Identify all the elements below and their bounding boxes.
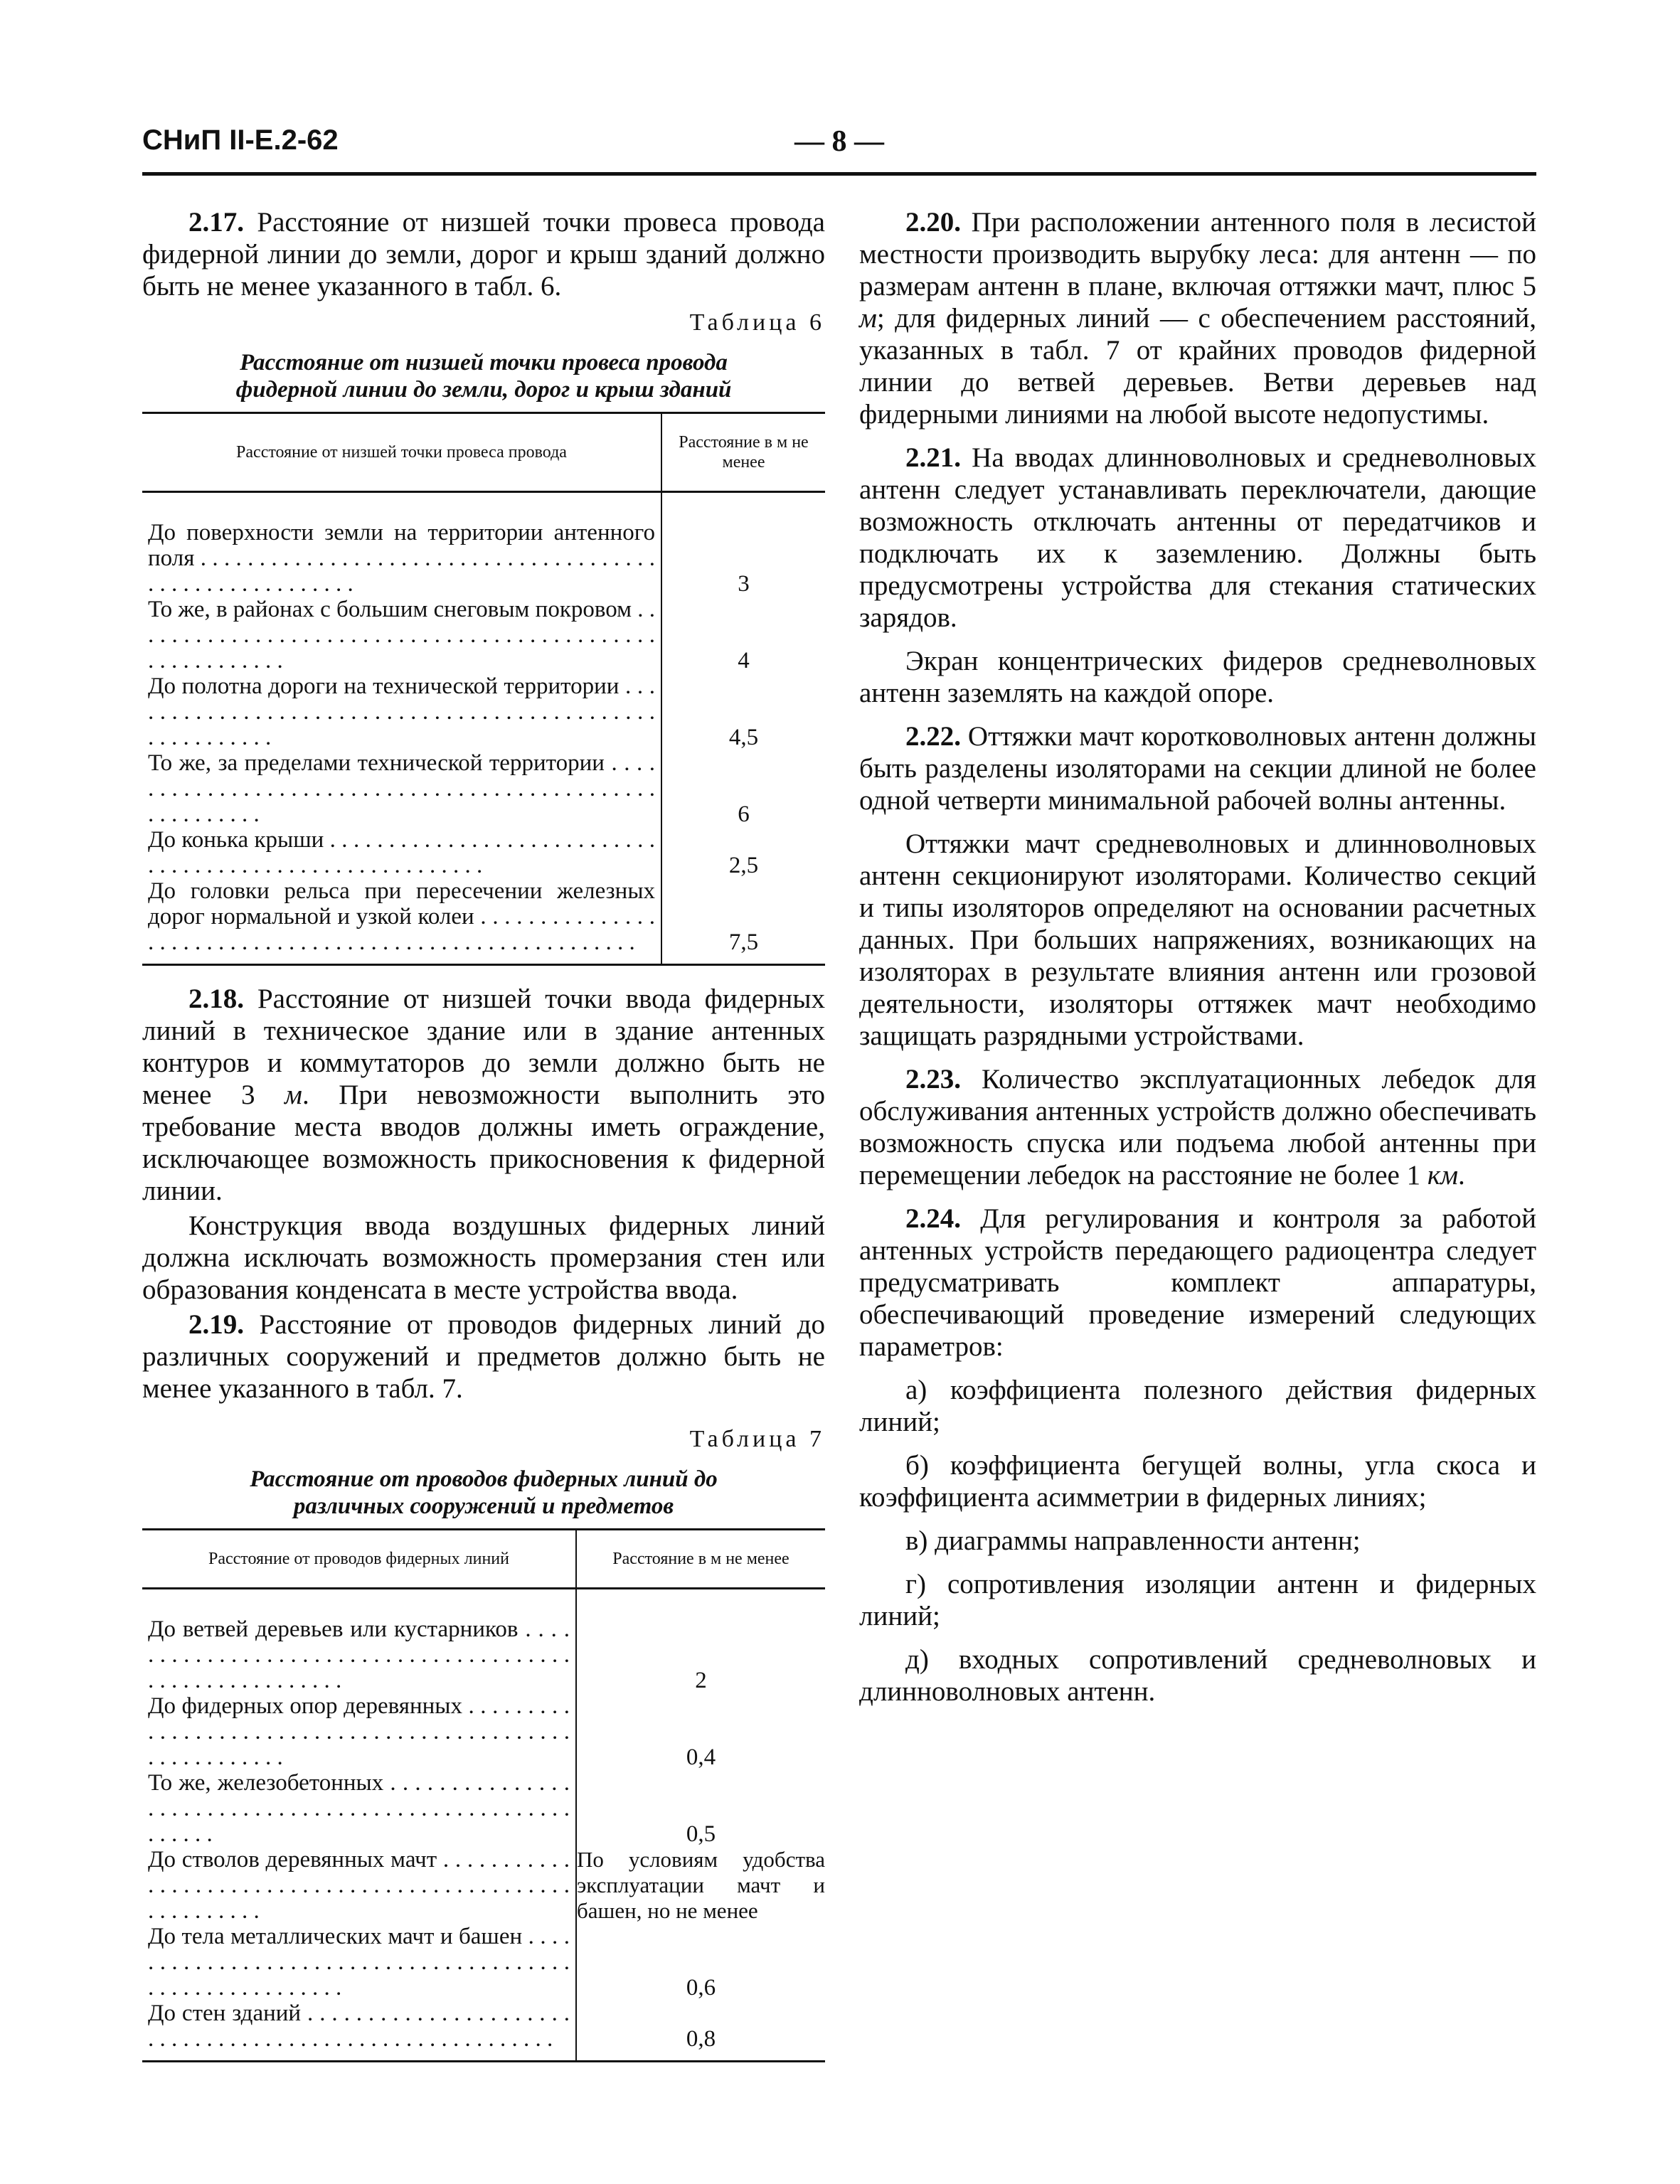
table-header-cell: Расстояние в м не менее	[576, 1530, 825, 1589]
table-6-caption: Расстояние от низшей точки провеса провода фидерной линии до земли, дорог и крыш зданий	[235, 350, 732, 403]
left-column	[142, 206, 825, 2062]
header-rule	[142, 172, 1536, 176]
list-item: а) коэффициента полезного действия фидерных линий;	[859, 1375, 1536, 1437]
paragraph-2-20: 2.20. При расположении антенного поля в лесистой местности производить вырубку леса: для антенн — по размерам антенн в плане, включая оттяжки мачт, плюс 5 м; для фидерных линий — с обеспечением расстояний, указанных в табл. 7 от крайних проводов фидерной линии до ветвей деревьев. Ветви деревьев над фидерными линиями на любой высоте недопустимы.	[859, 207, 1536, 430]
table-row: До полотна дороги на технической территории . . . 4,5	[142, 673, 825, 750]
table-7-caption: Расстояние от проводов фидерных линий до различных сооружений и предметов	[250, 1466, 718, 1519]
list-item: г) сопротивления изоляции антенн и фидерных линий;	[859, 1569, 1536, 1631]
paragraph-2-18-construction: Конструкция ввода воздушных фидерных линий должна исключать возможность промерзания стен или образования конденсата в месте устройства ввода.	[142, 1210, 825, 1305]
table-6	[142, 412, 825, 966]
page-number: — 8 —	[794, 125, 884, 158]
document-code: СНиП II-Е.2-62	[142, 124, 339, 156]
paragraph-2-22-guys: Оттяжки мачт средневолновых и длинноволновых антенн секционируют изоляторами. Количество секций и типы изоляторов определяют на основании расчетных данных. При больших напряжениях, возникающих на изоляторах в результате влияния антенн или грозовой деятельности, изоляторы оттяжек мачт необходимо защищать разрядными устройствами.	[859, 829, 1536, 1051]
paragraph-2-24: 2.24. Для регулирования и контроля за работой антенных устройств передающего радиоцентра следует предусматривать комплект аппаратуры, обеспечивающий проведение измерений следующих параметров:	[859, 1203, 1536, 1362]
table-7-label: Таблица 7	[689, 1426, 825, 1452]
table-row: До головки рельса при пересечении железных дорог нормальной и узкой колеи . . . 7,5	[142, 878, 825, 965]
table-header-cell: Расстояние в м не менее	[661, 413, 825, 492]
table-row: До тела металлических мачт и башен . . . 0,6	[142, 1924, 825, 2001]
table-row: То же, в районах с большим снеговым покровом . . . 4	[142, 597, 825, 673]
paragraph-2-18: 2.18. Расстояние от низшей точки ввода фидерных линий в техническое здание или в здание антенных контуров и коммутаторов до земли должно быть не менее 3 м. При невозможности выполнить это требование места вводов должны иметь ограждение, исключающее возможность прикосновения к фидерной линии.	[142, 984, 826, 1206]
table-row: То же, железобетонных . . . 0,5	[142, 1770, 825, 1847]
paragraph-2-21-screen: Экран концентрических фидеров средневолновых антенн заземлять на каждой опоре.	[859, 646, 1536, 708]
table-row: До стволов деревянных мачт . . . По условиям удобства эксплуатации мачт и башен, но не менее	[142, 1847, 825, 1924]
table-row: До поверхности земли на территории антенного поля . . . 3	[142, 492, 825, 597]
table-row: До ветвей деревьев или кустарников . . . 2	[142, 1589, 825, 1694]
list-item: д) входных сопротивлений средневолновых и длинноволновых антенн.	[859, 1644, 1536, 1707]
page-header	[142, 124, 1536, 174]
table-6-label: Таблица 6	[689, 309, 825, 336]
right-column	[859, 206, 1536, 1710]
table-row: То же, за пределами технической территории . . . 6	[142, 750, 825, 827]
table-header-cell: Расстояние от проводов фидерных линий	[142, 1530, 576, 1589]
paragraph-2-22: 2.22. Оттяжки мачт коротковолновых антенн должны быть разделены изоляторами на секции длиной не более одной четверти минимальной рабочей волны антенны.	[859, 721, 1536, 816]
list-item: в) диаграммы направленности антенн;	[905, 1525, 1361, 1556]
table-row: До фидерных опор деревянных . . . 0,4	[142, 1693, 825, 1770]
table-row: До конька крыши . . . 2,5	[142, 827, 825, 878]
table-header-cell: Расстояние от низшей точки провеса провода	[142, 413, 661, 492]
paragraph-2-21: 2.21. На вводах длинноволновых и средневолновых антенн следует устанавливать переключатели, дающие возможность отключать антенны от передатчиков и подключать их к заземлению. Должны быть предусмотрены устройства для стекания статических зарядов.	[859, 442, 1536, 633]
list-item: б) коэффициента бегущей волны, угла скоса и коэффициента асимметрии в фидерных линиях;	[859, 1450, 1536, 1513]
table-7	[142, 1528, 825, 2062]
table-row: До стен зданий . . . 0,8	[142, 2001, 825, 2062]
paragraph-2-19: 2.19. Расстояние от проводов фидерных линий до различных сооружений и предметов должно быть не менее указанного в табл. 7.	[142, 1309, 825, 1404]
paragraph-2-17: 2.17. Расстояние от низшей точки провеса провода фидерной линии до земли, дорог и крыш зданий должно быть не менее указанного в табл. 6.	[142, 207, 825, 302]
paragraph-2-23: 2.23. Количество эксплуатационных лебедок для обслуживания антенных устройств должно обеспечивать возможность спуска или подъема любой антенны при перемещении лебедок на расстояние не более 1 км.	[859, 1064, 1536, 1190]
